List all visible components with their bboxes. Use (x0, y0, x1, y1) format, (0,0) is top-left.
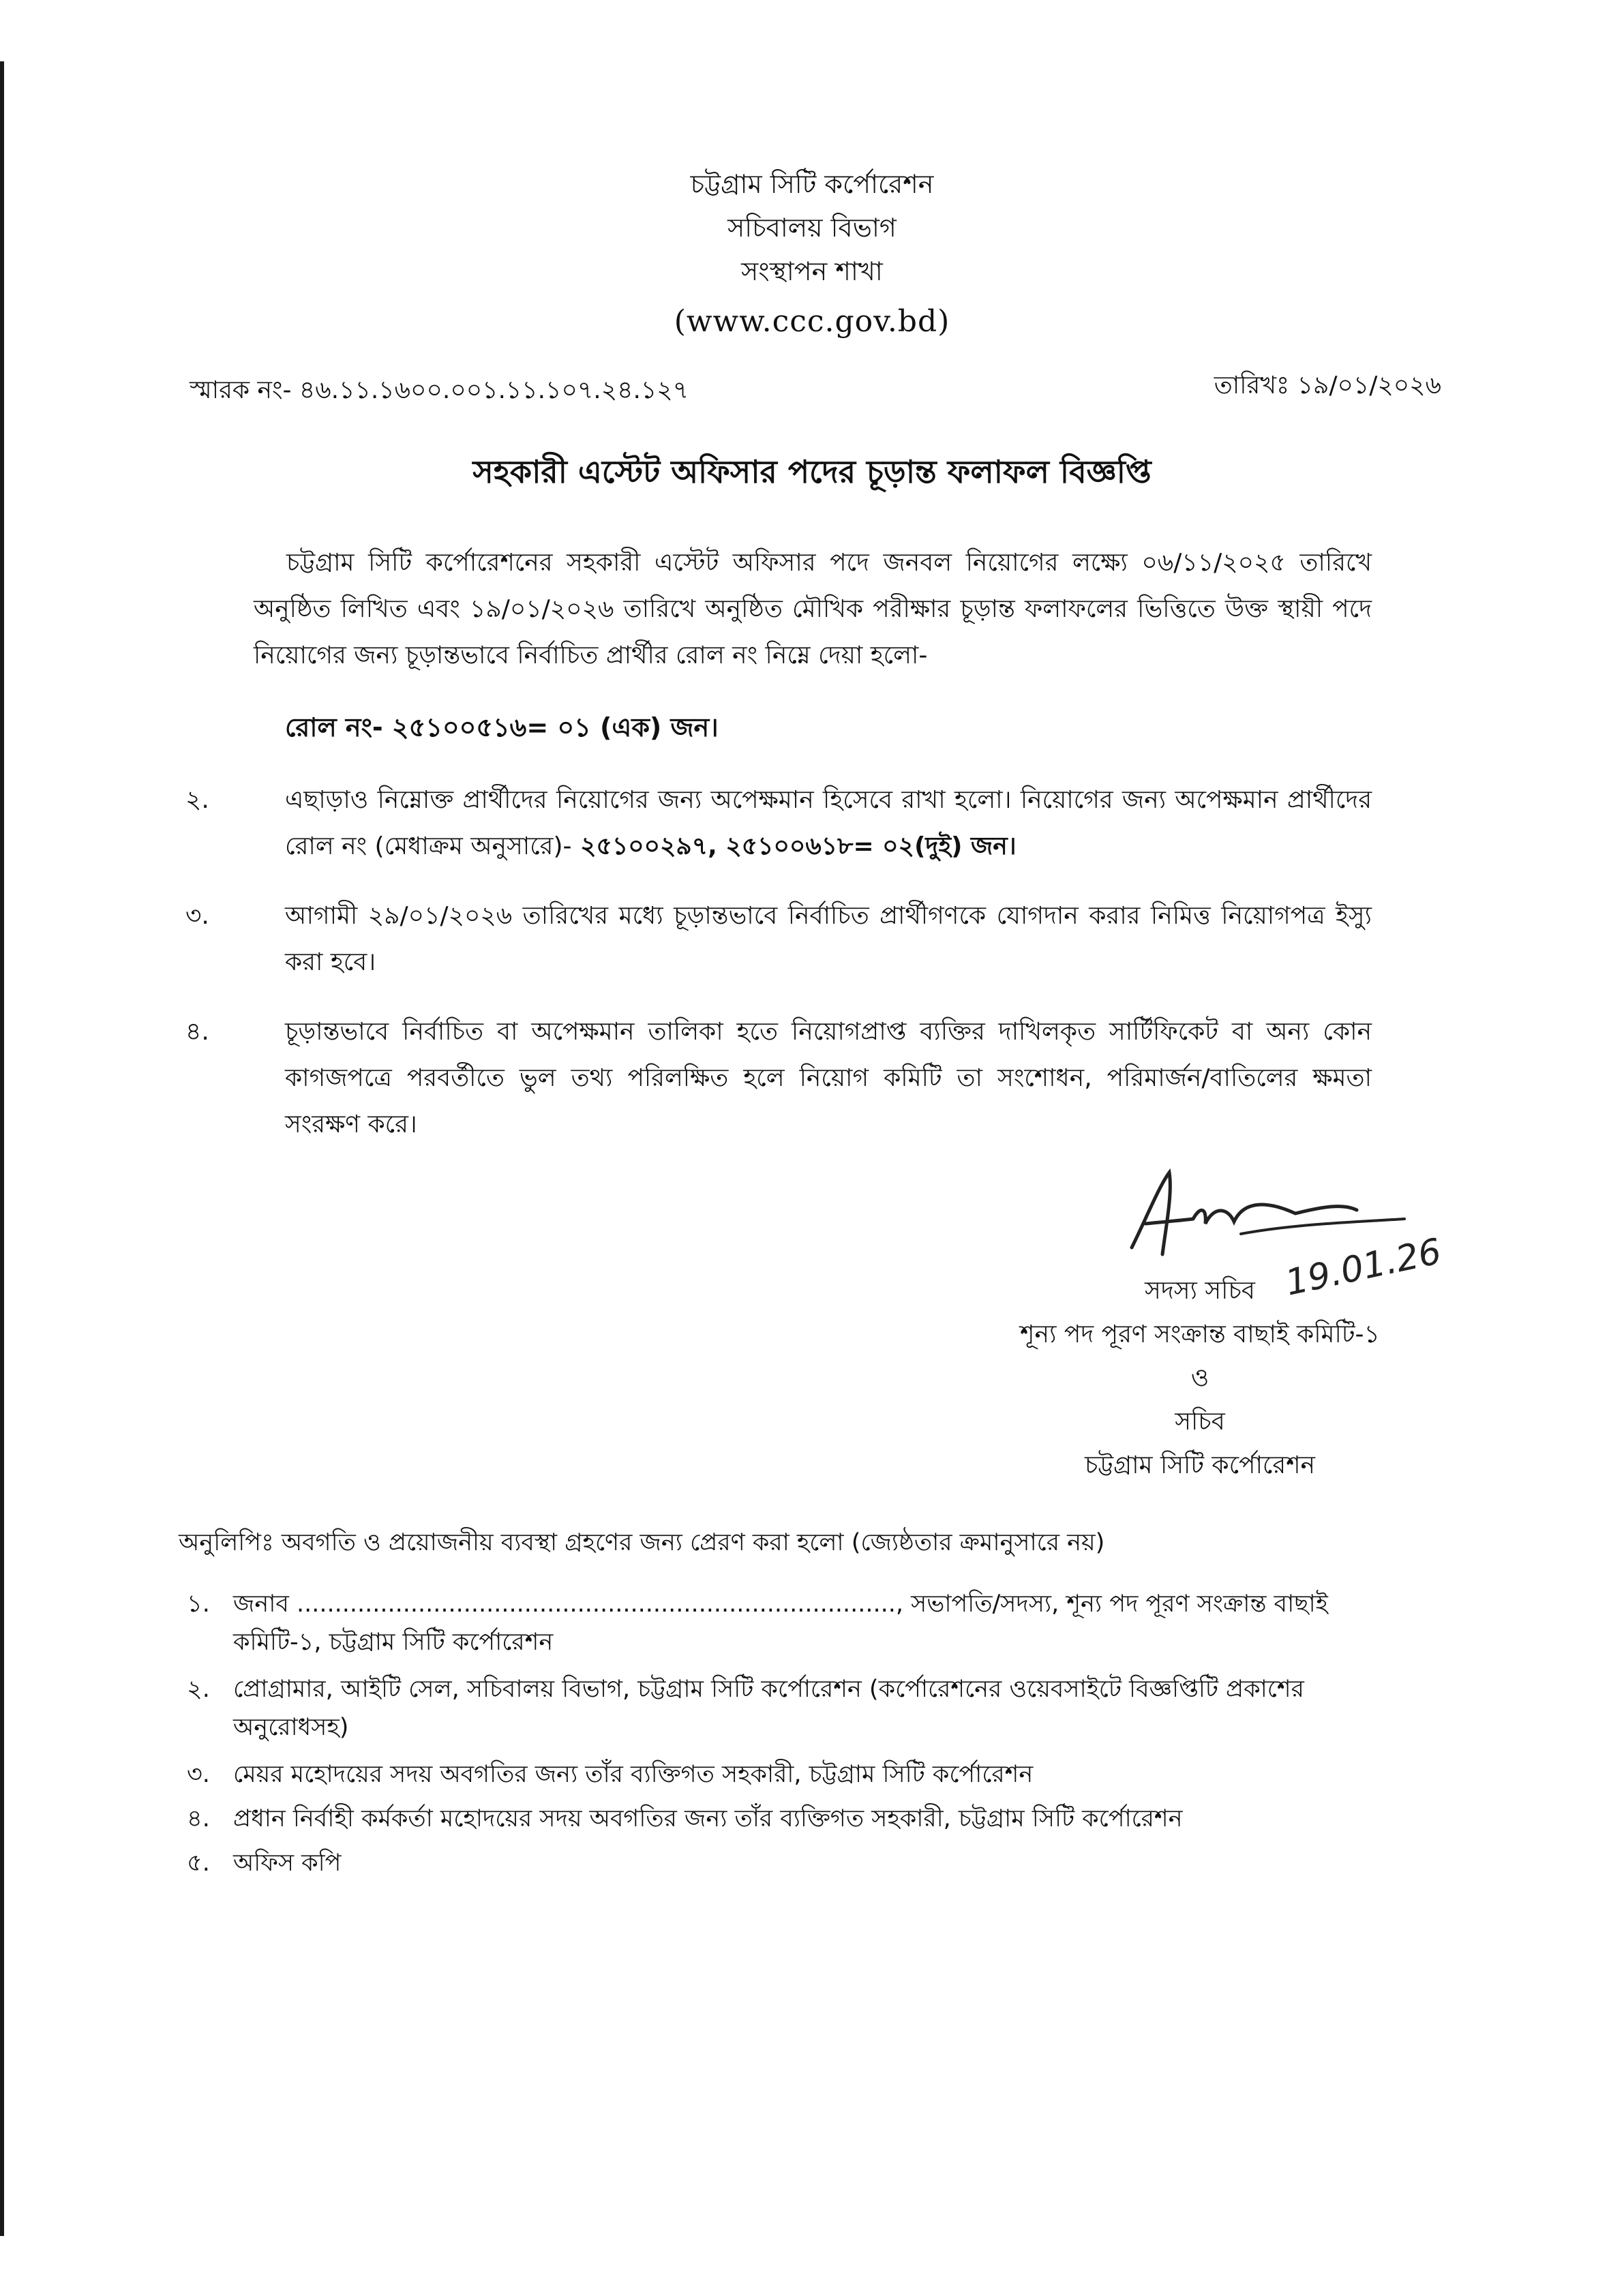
branch-name: সংস্থাপন শাখা (741, 256, 883, 286)
list-item-committee-rights (179, 1009, 1372, 1148)
cc-item-text: মেয়র মহোদয়ের সদয় অবগতির জন্য তাঁর ব্যক্তিগত সহকারী, চট্টগ্রাম সিটি কর্পোরেশন (233, 1761, 1034, 1788)
intro-paragraph: চট্টগ্রাম সিটি কর্পোরেশনের সহকারী এস্টেট অফিসার পদে জনবল নিয়োগের লক্ষ্যে ০৬/১১/২০২৫ তারিখে অনুষ্ঠিত লিখিত এবং ১৯/০১/২০২৬ তারিখে অনুষ্ঠিত মৌখিক পরীক্ষার চূড়ান্ত ফলাফলের ভিত্তিতে উক্ত স্থায়ী পদে নিয়োগের জন্য চূড়ান্তভাবে নির্বাচিত প্রার্থীর রোল নং নিম্নে দেয়া হলো- (254, 549, 1372, 669)
item-text: এছাড়াও নিম্নোক্ত প্রার্থীদের নিয়োগের জন্য অপেক্ষমান হিসেবে রাখা হলো। নিয়োগের জন্য অপেক্ষমান প্রার্থীদের রোল নং (মেধাক্রম অনুসারে)- (285, 786, 1372, 860)
issue-date: তারিখঃ ১৯/০১/২০২৬ (1214, 372, 1441, 399)
item-number: ৪. (185, 1018, 209, 1046)
handwritten-date: 19.01.26 (1282, 1230, 1445, 1304)
org-name: চট্টগ্রাম সিটি কর্পোরেশন (690, 169, 934, 199)
waiting-roll-numbers: ২৫১০০২৯৭, ২৫১০০৬১৮= ০২(দুই) জন। (571, 832, 1017, 860)
department-name: সচিবালয় বিভাগ (727, 213, 897, 243)
cc-item-text: জনাব ..............................................................................., সভাপতি/সদস্য, শূন্য পদ পূরণ সংক্রান্ত বাছাই কমিটি-১, চট্টগ্রাম সিটি কর্পোরেশন (233, 1590, 1328, 1656)
cc-item-number: ৩. (187, 1761, 210, 1788)
signatory-line: সচিব (1175, 1408, 1225, 1436)
selected-roll: রোল নং- ২৫১০০৫১৬= ০১ (এক) জন। (285, 712, 719, 742)
cc-item-number: ১. (187, 1590, 210, 1618)
letterhead (0, 162, 1624, 344)
cc-item-number: ৪. (187, 1805, 210, 1832)
cc-list-item (179, 1670, 1406, 1747)
signatory-line: ও (1190, 1364, 1209, 1392)
website-link[interactable]: (www.ccc.gov.bd) (674, 304, 950, 339)
scan-edge (0, 61, 4, 2236)
item-text: চূড়ান্তভাবে নির্বাচিত বা অপেক্ষমান তালিকা হতে নিয়োগপ্রাপ্ত ব্যক্তির দাখিলকৃত সার্টিফিকেট বা অন্য কোন কাগজপত্রে পরবর্তীতে ভুল তথ্য পরিলক্ষিত হলে নিয়োগ কমিটি তা সংশোধন, পরিমার্জন/বাতিলের ক্ষমতা সংরক্ষণ করে। (285, 1018, 1372, 1138)
item-number: ২. (185, 786, 209, 814)
item-number: ৩. (185, 902, 209, 930)
cc-list-item (179, 1755, 1406, 1794)
list-item-appointment (179, 893, 1372, 986)
notice-title: সহকারী এস্টেট অফিসার পদের চূড়ান্ত ফলাফল বিজ্ঞপ্তি (472, 453, 1152, 490)
cc-list-item (179, 1800, 1406, 1838)
signatory-line: সদস্য সচিব (1145, 1277, 1255, 1305)
memo-number: স্মারক নং- ৪৬.১১.১৬০০.০০১.১১.১০৭.২৪.১২৭ (190, 376, 689, 404)
signatory-line: চট্টগ্রাম সিটি কর্পোরেশন (1085, 1451, 1315, 1479)
cc-item-text: প্রধান নির্বাহী কর্মকর্তা মহোদয়ের সদয় অবগতির জন্য তাঁর ব্যক্তিগত সহকারী, চট্টগ্রাম সিটি কর্পোরেশন (233, 1805, 1183, 1832)
signatory-block (941, 1269, 1459, 1487)
cc-heading: অনুলিপিঃ অবগতি ও প্রয়োজনীয় ব্যবস্থা গ্রহণের জন্য প্রেরণ করা হলো (জ্যেষ্ঠতার ক্রমানুসারে নয়) (179, 1529, 1105, 1556)
signatory-line: শূন্য পদ পূরণ সংক্রান্ত বাছাই কমিটি-১ (1020, 1320, 1380, 1348)
cc-item-number: ৫. (187, 1849, 210, 1877)
list-item-waiting (179, 777, 1372, 870)
cc-item-text: অফিস কপি (233, 1849, 342, 1877)
cc-list-item (179, 1844, 1406, 1882)
cc-item-number: ২. (187, 1676, 210, 1703)
cc-list-item (179, 1585, 1406, 1661)
item-text: আগামী ২৯/০১/২০২৬ তারিখের মধ্যে চূড়ান্তভাবে নির্বাচিত প্রার্থীগণকে যোগদান করার নিমিত্ত নিয়োগপত্র ইস্যু করা হবে। (285, 902, 1372, 976)
cc-item-text: প্রোগ্রামার, আইটি সেল, সচিবালয় বিভাগ, চট্টগ্রাম সিটি কর্পোরেশন (কর্পোরেশনের ওয়েবসাইটে বিজ্ঞপ্তিটি প্রকাশের অনুরোধসহ) (233, 1676, 1304, 1741)
